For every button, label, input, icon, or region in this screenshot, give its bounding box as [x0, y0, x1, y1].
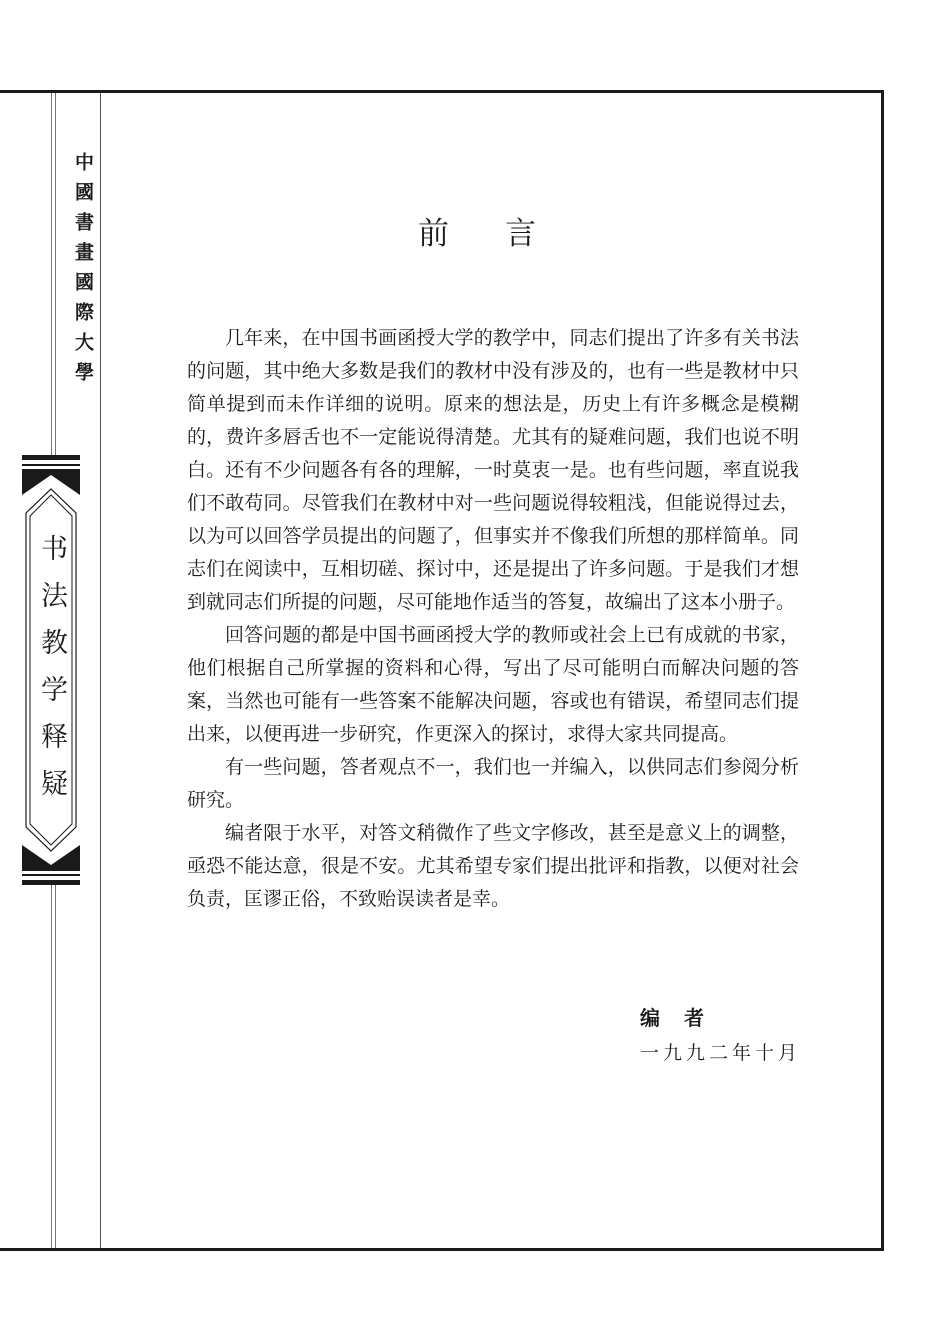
book-title-label	[22, 455, 80, 885]
preface-paragraph: 编者限于水平，对答文稍微作了些文字修改，甚至是意义上的调整，亟恐不能达意，很是不安。尤其希望专家们提出批评和指教，以便对社会负责，匡谬正俗，不致贻误读者是幸。	[187, 822, 799, 910]
frame-bottom-border	[0, 1248, 884, 1251]
frame-right-border	[881, 90, 884, 1251]
page-heading: 前言	[418, 216, 592, 252]
institution-name: 中國書畫國際大學	[58, 148, 98, 396]
frame-inner-left-border	[100, 93, 101, 1248]
book-title: 书法教学释疑	[36, 533, 67, 816]
signature: 编者	[640, 1006, 728, 1030]
date: 一九九二年十月	[640, 1042, 802, 1064]
preface-paragraph: 有一些问题，答者观点不一，我们也一并编入，以供同志们参阅分析研究。	[187, 756, 799, 811]
preface-paragraph: 回答问题的都是中国书画函授大学的教师或社会上已有成就的书家，他们根据自己所掌握的资料和心得，写出了尽可能明白而解决问题的答案，当然也可能有一些答案不能解决问题，容或也有错误，希望同志们提出来，以便再进一步研究，作更深入的探讨，求得大家共同提高。	[187, 624, 799, 745]
preface-paragraph: 几年来，在中国书画函授大学的教学中，同志们提出了许多有关书法的问题，其中绝大多数是我们的教材中没有涉及的，也有一些是教材中只简单提到而未作详细的说明。原来的想法是，历史上有许多概念是模糊的，费许多唇舌也不一定能说得清楚。尤其有的疑难问题，我们也说不明白。还有不少问题各有各的理解，一时莫衷一是。也有些问题，率直说我们不敢苟同。尽管我们在教材中对一些问题说得较粗浅，但能说得过去，以为可以回答学员提出的问题了，但事实并不像我们所想的那样简单。同志们在阅读中，互相切磋、探讨中，还是提出了许多问题。于是我们才想到就同志们所提的问题，尽可能地作适当的答复，故编出了这本小册子。	[187, 327, 799, 613]
preface-body	[187, 322, 799, 916]
frame-top-border	[0, 90, 884, 93]
